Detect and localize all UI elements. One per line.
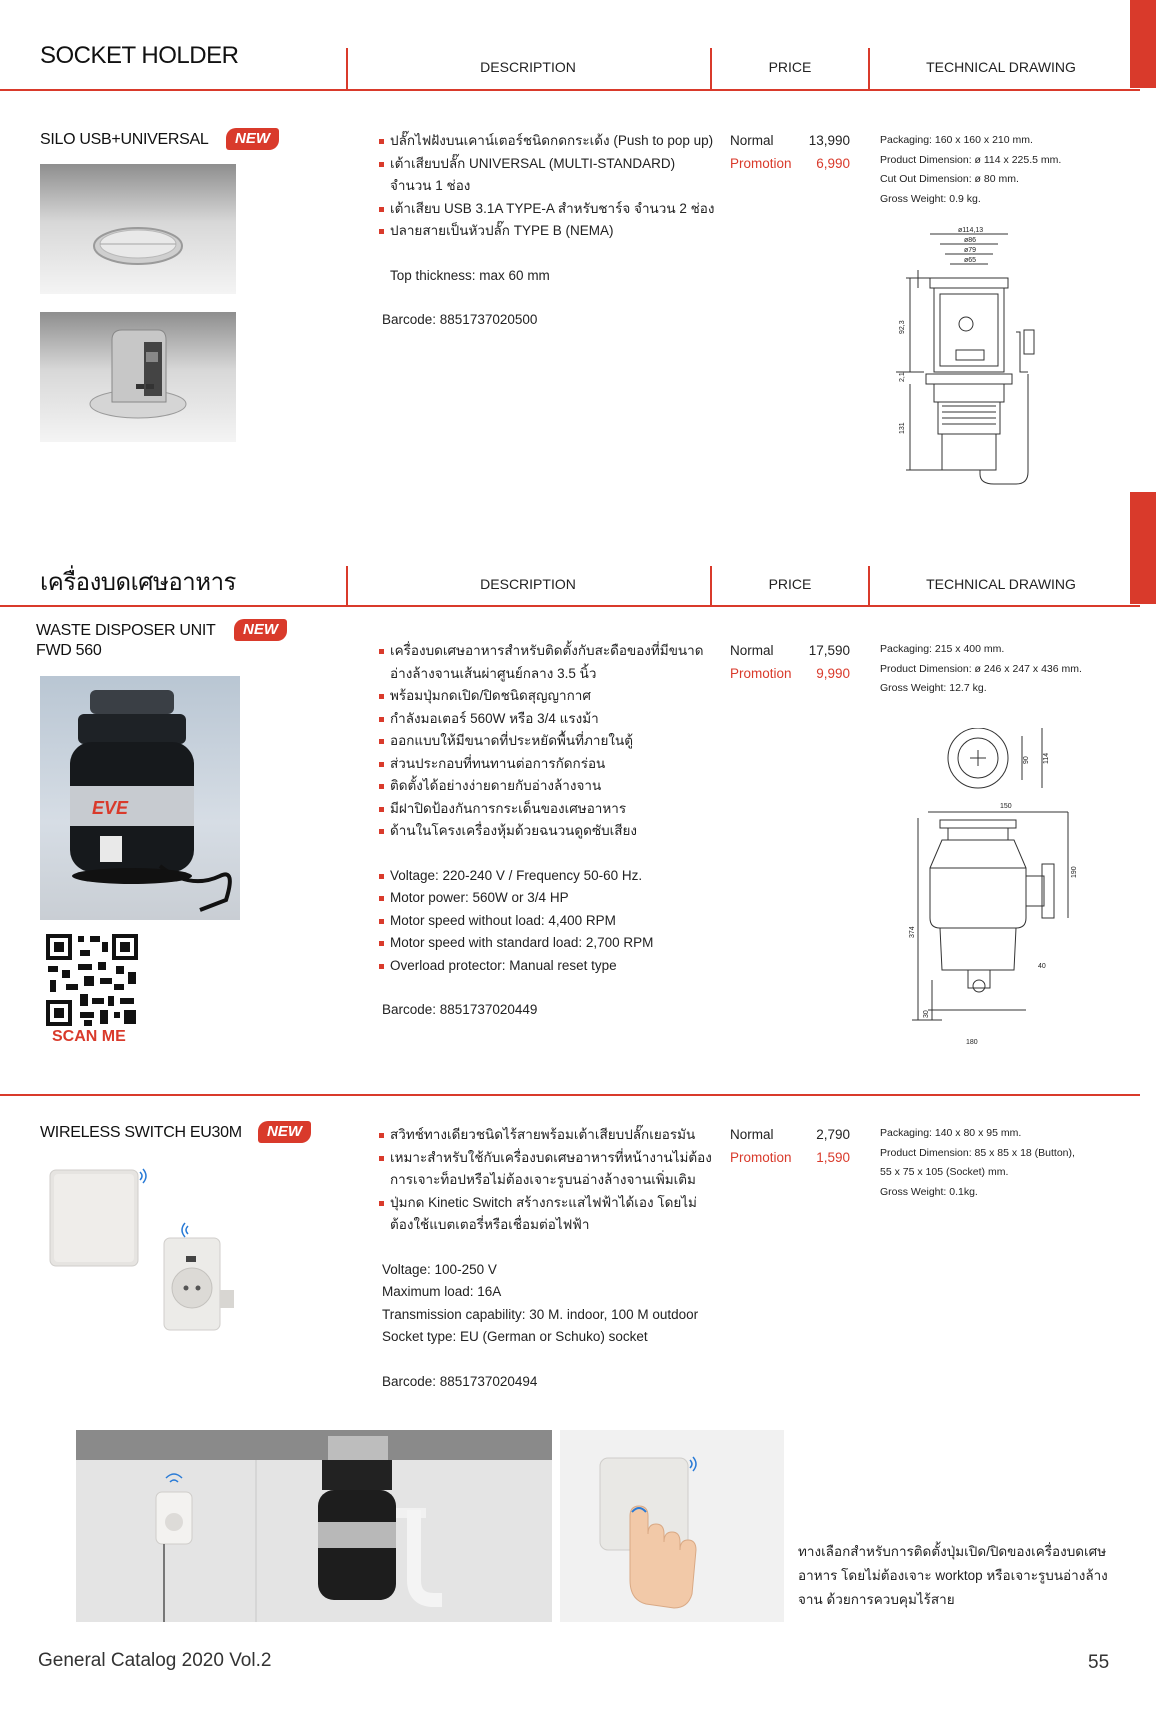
silo-closed-illustration [40,164,236,294]
barcode: Barcode: 8851737020500 [382,312,538,327]
product-name: WASTE DISPOSER UNIT [36,622,216,639]
tech-line: Gross Weight: 12.7 kg. [880,682,987,694]
header-rule [0,89,1140,91]
page-number: 55 [1088,1652,1110,1673]
section-title-socket-holder: SOCKET HOLDER [40,42,239,69]
silo-open-illustration [40,312,236,442]
description-bullet: ด้านในโครงเครื่องหุ้มด้วยฉนวนดูดซับเสียง [378,820,718,843]
description-bullet: เครื่องบดเศษอาหารสำหรับติดตั้งกับสะดือของที่มีขนาดอ่างล้างจานเส้นผ่าศูนย์กลาง 3.5 นิ้ว [378,640,718,685]
normal-label: Normal [730,643,774,658]
svg-text:EVE: EVE [92,798,129,818]
drawing-label: ø114,13 [958,227,984,234]
waste-disposer-illustration [40,676,240,920]
drawing-label: 30 [923,1010,930,1018]
description-bullet: เต้าเสียบปลั๊ก UNIVERSAL (MULTI-STANDARD) จำนวน 1 ช่อง [378,153,718,198]
drawing-label: 114 [1043,752,1050,764]
product-photo-wireless-switch [44,1160,264,1340]
promotion-price: 9,990 [816,665,850,681]
barcode: Barcode: 8851737020494 [382,1373,538,1389]
barcode: Barcode: 8851737020449 [382,1002,538,1017]
tech-specs [880,131,1130,209]
new-badge: NEW [226,128,279,150]
description-block [378,640,718,1022]
price-block [730,1124,850,1169]
product-model: FWD 560 [36,642,102,659]
column-label-price: PRICE [768,59,812,75]
new-badge: NEW [234,619,287,641]
description-bullet: เต้าเสียบ USB 3.1A TYPE-A สำหรับชาร์จ จำนวน 2 ช่อง [378,198,718,221]
drawing-label: ø86 [964,237,977,244]
section-separator [0,1094,1140,1096]
tech-line: Product Dimension: ø 114 x 225.5 mm. [880,153,1062,166]
product-photo-waste-disposer [40,676,240,920]
description-bullet: กำลังมอเตอร์ 560W หรือ 3/4 แรงม้า [378,708,718,731]
normal-price: 17,590 [808,643,850,658]
promotion-price: 6,990 [816,155,850,171]
drawing-label: ø79 [964,247,977,254]
spec-bullet: Motor power: 560W or 3/4 HP [378,887,718,910]
column-label-drawing: TECHNICAL DRAWING [926,59,1076,75]
side-tab-middle [1130,492,1156,604]
tech-specs [880,1124,1130,1202]
product-photo-silo-open [40,312,236,442]
description-block [378,130,718,332]
scan-me-label: SCAN ME [52,1028,126,1045]
spec-bullet: Overload protector: Manual reset type [378,955,718,978]
wifi-icon [182,1223,188,1237]
promotion-label: Promotion [730,155,792,171]
drawing-label: 131 [899,422,906,434]
column-label-description: DESCRIPTION [480,576,576,592]
spec-line: Voltage: 100-250 V [382,1261,497,1277]
drawing-label: 374 [909,926,916,938]
spec-line: Maximum load: 16A [382,1284,502,1299]
drawing-label: 92,3 [899,320,906,334]
tech-line: Packaging: 160 x 160 x 210 mm. [880,134,1033,146]
spec-bullet: Voltage: 220-240 V / Frequency 50-60 Hz. [378,865,718,888]
tech-line: Gross Weight: 0.1kg. [880,1185,978,1198]
spec-line: Socket type: EU (German or Schuko) socket [382,1329,648,1344]
technical-drawing-silo [890,222,1060,502]
normal-label: Normal [730,1127,774,1142]
tech-line: Packaging: 140 x 80 x 95 mm. [880,1127,1022,1139]
normal-price: 2,790 [816,1127,850,1142]
description-block [378,1124,718,1393]
description-bullet: สวิทช์ทางเดียวชนิดไร้สายพร้อมเต้าเสียบปลั๊กเยอรมัน [378,1124,718,1147]
drawing-label: ø65 [964,257,977,264]
description-bullet: ออกแบบให้มีขนาดที่ประหยัดพื้นที่ภายในตู้ [378,730,718,753]
description-bullet: ปลั๊กไฟฝังบนเคาน์เตอร์ชนิดกดกระเด้ง (Push to pop up) [378,130,718,153]
installation-photo-under-sink [76,1430,552,1622]
tech-line: 55 x 75 x 105 (Socket) mm. [880,1166,1009,1178]
header-rule [0,605,1140,607]
tech-specs [880,640,1130,699]
spec-bullet: Motor speed with standard load: 2,700 RPM [378,932,718,955]
description-bullet: ปลายสายเป็นหัวปลั๊ก TYPE B (NEMA) [378,220,718,243]
column-label-drawing: TECHNICAL DRAWING [926,576,1076,592]
product-name: SILO USB+UNIVERSAL [40,131,209,148]
drawing-label: 90 [1023,756,1030,764]
footer-catalog-title: General Catalog 2020 Vol.2 [38,1650,272,1671]
spec-line: Transmission capability: 30 M. indoor, 100 M outdoor [382,1306,699,1322]
top-thickness: Top thickness: max 60 mm [390,267,550,283]
description-bullet: ปุ่มกด Kinetic Switch สร้างกระแสไฟฟ้าได้เอง โดยไม่ต้องใช้แบตเตอรี่หรือเชื่อมต่อไฟฟ้า [378,1192,718,1237]
wifi-icon [140,1169,146,1183]
side-tab-top [1130,0,1156,88]
spec-bullet: Motor speed without load: 4,400 RPM [378,910,718,933]
technical-drawing-waste-disposer [882,728,1082,1056]
price-block [730,640,850,685]
tech-line: Packaging: 215 x 400 mm. [880,643,1005,655]
drawing-label: 150 [1000,803,1012,810]
new-badge: NEW [258,1121,311,1143]
drawing-label: 190 [1071,866,1078,878]
tech-line: Product Dimension: ø 246 x 247 x 436 mm. [880,662,1082,675]
drawing-label: 180 [966,1039,978,1046]
promotion-label: Promotion [730,665,792,681]
normal-price: 13,990 [808,133,850,148]
promotion-label: Promotion [730,1149,792,1165]
description-bullet: พร้อมปุ่มกดเปิด/ปิดชนิดสุญญากาศ [378,685,718,708]
tech-line: Gross Weight: 0.9 kg. [880,192,981,205]
description-bullet: เหมาะสำหรับใช้กับเครื่องบดเศษอาหารที่หน้างานไม่ต้องการเจาะท็อปหรือไม่ต้องเจาะรูบนอ่างล้างจานเพิ่มเติม [378,1147,718,1192]
installation-photo-button-press [560,1430,784,1622]
normal-label: Normal [730,133,774,148]
description-bullet: มีฝาปิดป้องกันการกระเด็นของเศษอาหาร [378,798,718,821]
promotion-price: 1,590 [816,1149,850,1165]
tech-line: Cut Out Dimension: ø 80 mm. [880,173,1019,185]
product-photo-silo-closed [40,164,236,294]
description-bullet: ส่วนประกอบที่ทนทานต่อการกัดกร่อน [378,753,718,776]
column-label-price: PRICE [768,576,812,592]
column-label-description: DESCRIPTION [480,59,576,75]
installation-caption: ทางเลือกสำหรับการติดตั้งปุ่มเปิด/ปิดของเครื่องบดเศษอาหาร โดยไม่ต้องเจาะ worktop หรือเจาะรูบนอ่างล้างจาน ด้วยการควบคุมไร้สาย [798,1544,1108,1607]
description-bullet: ติดตั้งได้อย่างง่ายดายกับอ่างล้างจาน [378,775,718,798]
drawing-label: 2,1 [899,372,906,382]
drawing-label: 40 [1038,963,1046,970]
price-block [730,130,850,175]
qr-code-icon[interactable] [44,932,140,1028]
tech-line: Product Dimension: 85 x 85 x 18 (Button), [880,1146,1075,1159]
product-name: WIRELESS SWITCH EU30M [40,1124,242,1141]
section-title-waste-disposer: เครื่องบดเศษอาหาร [40,569,236,596]
